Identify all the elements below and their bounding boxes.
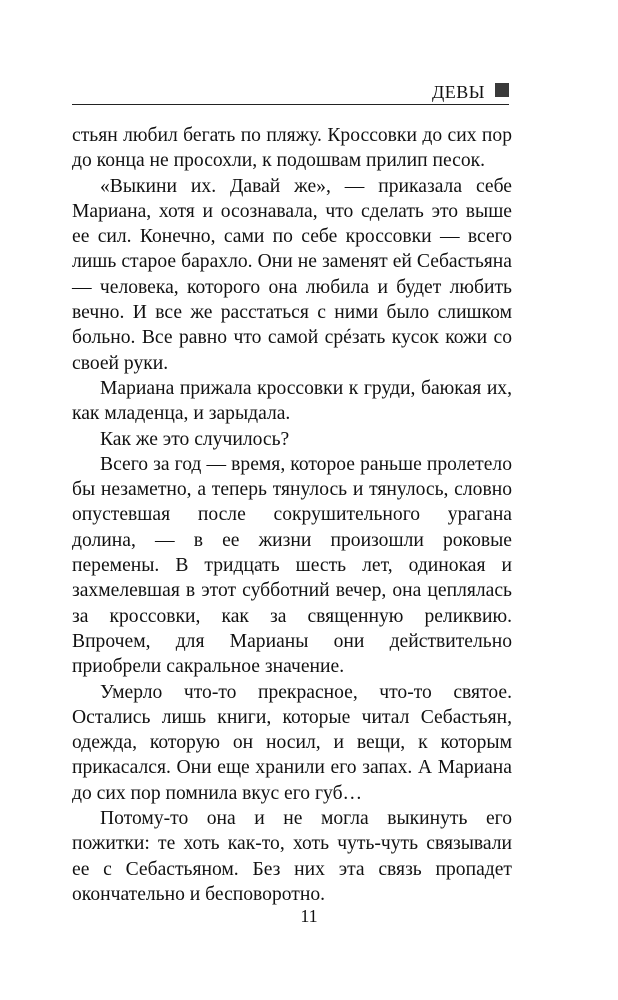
body-text	[72, 123, 512, 907]
running-header	[72, 78, 509, 104]
paragraph: «Выкини их. Давай же», — приказала себе Мариана, хотя и осознавала, что сделать это выше ее сил. Конечно, сами по себе кроссовки — всего лишь старое барахло. Они не заменят ей Себастьяна — человека, которого она любила и будет любить вечно. И все же расстаться с ними было слишком больно. Все равно что самой срéзать кусок кожи со своей руки.	[72, 175, 512, 374]
paragraph: Мариана прижала кроссовки к груди, баюкая их, как младенца, и зарыдала.	[72, 377, 512, 425]
square-marker-icon	[495, 83, 509, 97]
paragraph: Как же это случилось?	[100, 428, 290, 450]
paragraph: Всего за год — время, которое раньше пролетело бы незаметно, а теперь тянулось и тянулось, словно опустевшая после сокрушительного урагана долина, — в ее жизни произошли роковые перемены. В тридцать шесть лет, одинокая и захмелевшая в этот субботний вечер, она цеплялась за кроссовки, как за священную реликвию. Впрочем, для Марианы они действительно приобрели сакральное значение.	[72, 453, 512, 678]
page-number: 11	[300, 906, 318, 926]
paragraph: стьян любил бегать по пляжу. Кроссовки до сих пор до конца не просохли, к подошвам прилип песок.	[72, 125, 512, 172]
header-divider	[72, 104, 509, 105]
paragraph: Потому-то она и не могла выкинуть его пожитки: те хоть как-то, хоть чуть-чуть связывали ее с Себастьяном. Без них эта связь пропадет окончательно и бесповоротно.	[72, 808, 512, 905]
running-header-title: ДЕВЫ	[432, 82, 485, 102]
paragraph: Умерло что-то прекрасное, что-то святое. Остались лишь книги, которые читал Себастьян, одежда, которую он носил, и вещи, к которым прикасался. Они еще хранили его запах. А Мариана до сих пор помнила вкус его губ…	[72, 681, 512, 804]
